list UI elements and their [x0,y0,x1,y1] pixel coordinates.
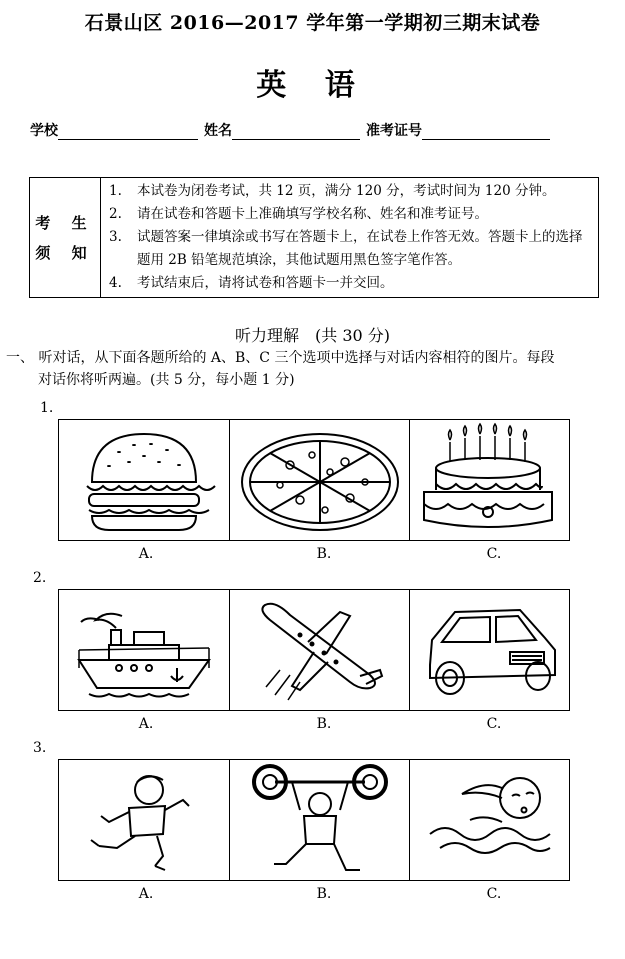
option-c-image[interactable] [409,590,570,710]
notice-item-text: 试题答案一律填涂或书写在答题卡上，在试卷上作答无效。答题卡上的选择题用 2B 铅笔规范填涂，其他试题用黑色签字笔作答。 [137,229,583,268]
notice-heading-line1: 考 生 [35,213,95,232]
running-boy-icon [59,760,229,880]
option-c-image[interactable] [409,420,570,540]
notice-item [109,272,594,295]
pizza-icon [230,420,410,540]
hamburger-icon [59,420,229,540]
instructions-line2: 对话你将听两遍。(共 5 分，每小题 1 分) [38,372,295,388]
exam-title: 石景山区 2016—2017 学年第一学期初三期末试卷 [84,12,541,34]
notice-item [109,203,594,226]
notice-items [109,180,594,295]
student-info-fields [30,120,600,140]
option-label: A. [138,546,154,562]
notice-item-number: 3. [109,229,122,245]
subject-title: 英 语 [256,68,369,103]
weightlifter-icon [230,760,410,880]
instructions [6,347,621,391]
option-a-image[interactable] [59,760,229,880]
school-label: 学校 [30,123,58,139]
option-a-image[interactable] [59,420,229,540]
notice-item-text: 本试卷为闭卷考试，共 12 页，满分 120 分，考试时间为 120 分钟。 [137,183,556,199]
option-label: A. [138,886,154,902]
notice-item-text: 请在试卷和答题卡上准确填写学校名称、姓名和准考证号。 [137,206,488,222]
birthday-cake-icon [410,420,570,540]
option-label: C. [486,546,502,562]
option-label: B. [316,886,332,902]
exam-id-label: 准考证号 [366,123,422,139]
question-number: 1. [40,400,54,416]
option-label: A. [138,716,154,732]
notice-item-number: 1. [109,183,122,199]
option-a-image[interactable] [59,590,229,710]
school-blank[interactable] [58,123,198,140]
swimmer-icon [410,760,570,880]
section-title: 听力理解 (共 30 分) [234,326,391,345]
name-blank[interactable] [232,123,360,140]
option-b-image[interactable] [229,590,410,710]
notice-item-number: 4. [109,275,122,291]
option-b-image[interactable] [229,760,410,880]
notice-item-text: 考试结束后，请将试卷和答题卡一并交回。 [137,275,394,291]
name-label: 姓名 [204,123,232,139]
notice-item [109,180,594,203]
option-b-image[interactable] [229,420,410,540]
airplane-icon [230,590,410,710]
instructions-line1: 一、 听对话，从下面各题所给的 A、B、C 三个选项中选择与对话内容相符的图片。每段 [6,350,555,366]
option-label: B. [316,546,332,562]
notice-heading [30,178,101,297]
notice-item [109,226,594,272]
exam-id-blank[interactable] [422,123,550,140]
option-label: B. [316,716,332,732]
option-label: C. [486,716,502,732]
question-1-options [58,419,570,541]
ship-icon [59,590,229,710]
notice-item-number: 2. [109,206,122,222]
notice-heading-line2: 须 知 [35,243,95,262]
option-c-image[interactable] [409,760,570,880]
question-number: 2. [33,570,47,586]
car-icon [410,590,570,710]
option-label: C. [486,886,502,902]
question-3-options [58,759,570,881]
question-number: 3. [33,740,47,756]
notice-box [29,177,599,298]
question-2-options [58,589,570,711]
